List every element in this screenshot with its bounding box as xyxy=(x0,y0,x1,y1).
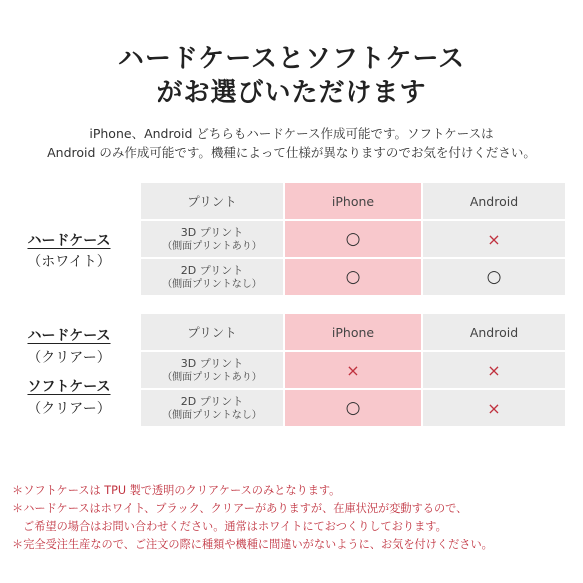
unavailable-mark: × xyxy=(346,360,360,380)
unavailable-mark: × xyxy=(487,360,501,380)
print-type-cell xyxy=(141,390,283,426)
notes-section xyxy=(12,482,582,554)
intro-text-line-2: Android のみ作成可能です。機種によって仕様が異なりますのでお気を付けください。 xyxy=(47,145,536,160)
table-header-row xyxy=(141,314,565,350)
table-row xyxy=(141,259,565,295)
soft-case-clear-label: ソフトケース xyxy=(27,379,111,395)
print-type-cell xyxy=(141,259,283,295)
header-print: プリント xyxy=(141,183,283,219)
hard-case-white-label: ハードケース xyxy=(27,233,111,249)
print-type-note: （側面プリントあり） xyxy=(162,371,262,383)
header-print: プリント xyxy=(141,314,283,350)
header-android: Android xyxy=(423,314,565,350)
unavailable-mark: × xyxy=(487,398,501,418)
table-header-row xyxy=(141,183,565,219)
hard-case-white-sublabel: （ホワイト） xyxy=(27,254,111,270)
android-availability-cell xyxy=(423,390,565,426)
comparison-table-hard-white xyxy=(139,181,567,297)
header-iphone: iPhone xyxy=(285,183,421,219)
note-hard-case-colors-cont: ご希望の場合はお問い合わせください。通常はホワイトにておつくりしております。 xyxy=(23,520,447,533)
table-row xyxy=(141,352,565,388)
header-iphone: iPhone xyxy=(285,314,421,350)
android-availability-cell xyxy=(423,221,565,257)
android-availability-cell xyxy=(423,259,565,295)
intro-text-line-1: iPhone、Android どちらもハードケース作成可能です。ソフトケースは xyxy=(89,126,494,141)
print-type-label: 2D プリント xyxy=(180,394,244,408)
available-mark: ○ xyxy=(486,266,502,287)
note-made-to-order: ＊完全受注生産なので、ご注文の際に種類や機種に間違いがないように、お気を付けください。 xyxy=(12,538,493,551)
available-mark: ○ xyxy=(345,228,361,249)
table-row xyxy=(141,390,565,426)
hard-case-clear-label: ハードケース xyxy=(27,328,111,344)
table-row xyxy=(141,221,565,257)
print-type-label: 3D プリント xyxy=(180,225,244,239)
print-type-label: 2D プリント xyxy=(180,263,244,277)
iphone-availability-cell xyxy=(285,390,421,426)
android-availability-cell xyxy=(423,352,565,388)
page-title-line-2: がお選びいただけます xyxy=(156,78,427,108)
iphone-availability-cell xyxy=(285,221,421,257)
soft-case-clear-sublabel: （クリアー） xyxy=(27,401,111,417)
print-type-note: （側面プリントあり） xyxy=(162,240,262,252)
print-type-note: （側面プリントなし） xyxy=(162,409,262,421)
note-hard-case-colors: ＊ハードケースはホワイト、ブラック、クリアーがありますが、在庫状況が変動するので、 xyxy=(12,502,468,515)
print-type-label: 3D プリント xyxy=(180,356,244,370)
print-type-cell xyxy=(141,221,283,257)
header-android: Android xyxy=(423,183,565,219)
unavailable-mark: × xyxy=(487,229,501,249)
hard-case-clear-sublabel: （クリアー） xyxy=(27,350,111,366)
iphone-availability-cell xyxy=(285,352,421,388)
print-type-cell xyxy=(141,352,283,388)
comparison-table-clear xyxy=(139,312,567,428)
page-title-line-1: ハードケースとソフトケース xyxy=(117,44,466,74)
note-soft-case-material: ＊ソフトケースは TPU 製で透明のクリアケースのみとなります。 xyxy=(12,484,341,497)
available-mark: ○ xyxy=(345,397,361,418)
iphone-availability-cell xyxy=(285,259,421,295)
print-type-note: （側面プリントなし） xyxy=(162,278,262,290)
available-mark: ○ xyxy=(345,266,361,287)
